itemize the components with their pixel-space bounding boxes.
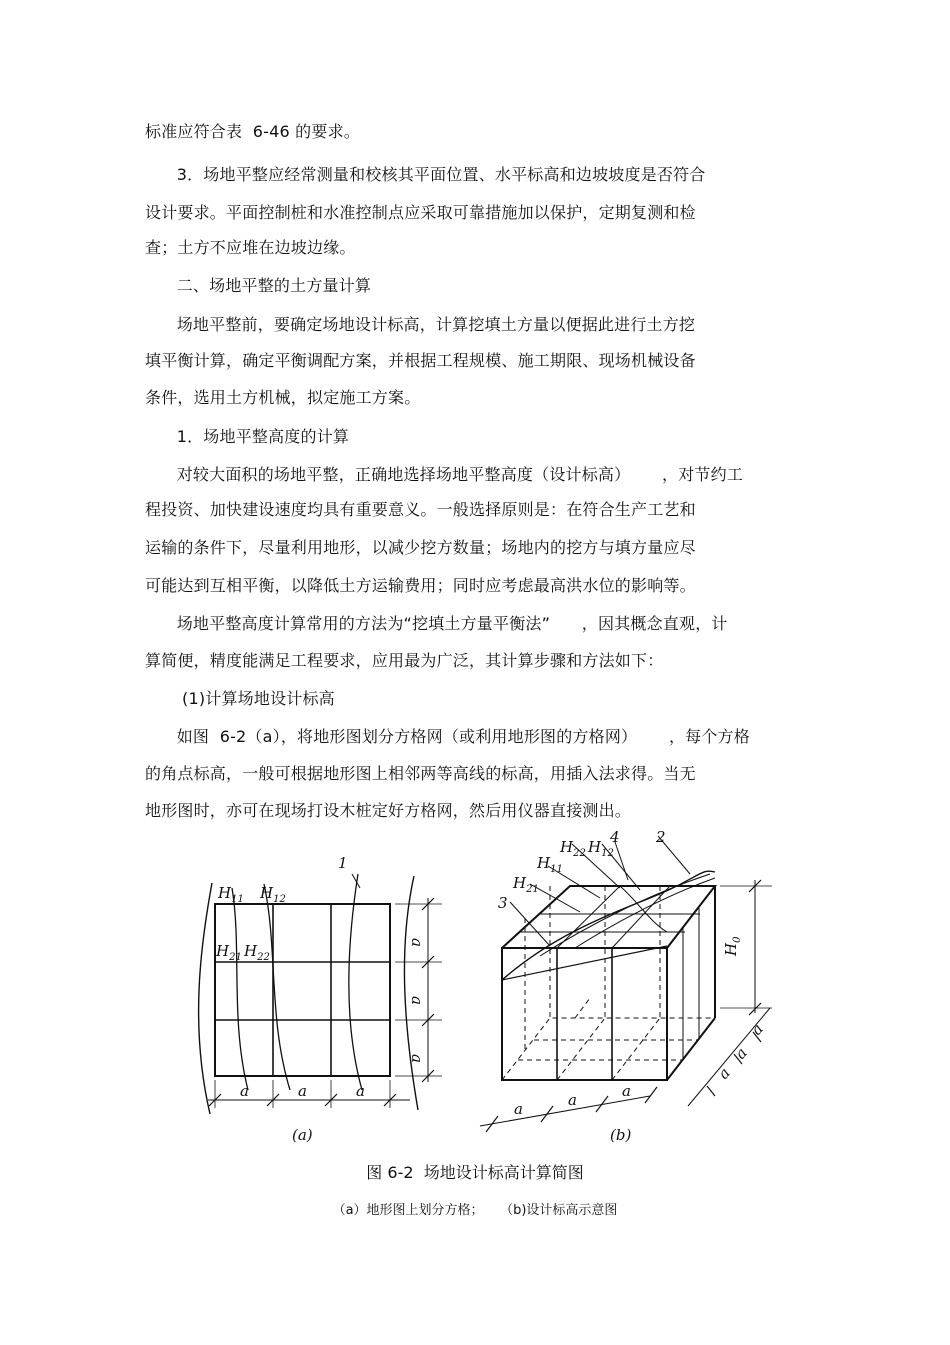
text-line: 场地平整高度计算常用的方法为“挖填土方量平衡法” ，因其概念直观，计 — [145, 614, 728, 633]
label-a-dim-a: a — [356, 1082, 365, 1100]
label-b-dim-a: a — [514, 1100, 523, 1118]
label-a-1: 1 — [338, 854, 348, 872]
figure-caption: 图 6-2 场地设计标高计算简图 — [366, 1163, 584, 1182]
label-b-dim-a: a — [747, 1020, 767, 1039]
label-a-dim-a: a — [240, 1082, 249, 1100]
label-b-3: 3 — [498, 894, 508, 912]
figure-subcaption: （a）地形图上划分方格； （b)设计标高示意图 — [332, 1203, 618, 1218]
text-line: 对较大面积的场地平整，正确地选择场地平整高度（设计标高） ，对节约工 — [145, 465, 744, 484]
label-b-h22: $H_{22}$ — [560, 838, 586, 859]
label-b-dim-a: a — [714, 1064, 734, 1083]
text-line: 程投资、加快建设速度均具有重要意义。一般选择原则是：在符合生产工艺和 — [145, 500, 696, 519]
text-line: 如图 6-2（a），将地形图划分方格网（或利用地形图的方格网） ，每个方格 — [145, 727, 750, 746]
label-b-2: 2 — [656, 828, 666, 846]
text-line: 填平衡计算，确定平衡调配方案，并根据工程规模、施工期限、现场机械设备 — [145, 351, 696, 370]
subsection-heading: 1．场地平整高度的计算 — [145, 427, 350, 446]
label-b-h0: $H_0$ — [722, 936, 743, 956]
label-a-dim-a: a — [408, 996, 426, 1005]
text-line: 运输的条件下，尽量利用地形，以减少挖方数量；场地内的挖方与填方量应尽 — [145, 538, 696, 557]
label-a-dim-a: a — [298, 1082, 307, 1100]
figure-6-2 — [180, 828, 780, 1148]
label-a-subfigure: (a) — [292, 1126, 313, 1144]
text-line: 设计要求。平面控制桩和水准控制点应采取可靠措施加以保护，定期复测和检 — [145, 203, 696, 222]
text-line: 地形图时，亦可在现场打设木桩定好方格网，然后用仪器直接测出。 — [145, 801, 632, 820]
text-line: 的角点标高，一般可根据地形图上相邻两等高线的标高，用插入法求得。当无 — [145, 764, 696, 783]
label-a-h12: $H_{12}$ — [260, 884, 286, 905]
label-a-h22: $H_{22}$ — [244, 942, 270, 963]
text-line: 3．场地平整应经常测量和校核其平面位置、水平标高和边坡坡度是否符合 — [145, 165, 706, 184]
text-line: 标准应符合表 6-46 的要求。 — [145, 122, 360, 141]
text-line: 场地平整前，要确定场地设计标高，计算挖填土方量以便据此进行土方挖 — [145, 315, 696, 334]
label-b-dim-a: a — [731, 1044, 751, 1063]
text-line: 可能达到互相平衡，以降低土方运输费用；同时应考虑最高洪水位的影响等。 — [145, 576, 696, 595]
text-line: 查；土方不应堆在边坡边缘。 — [145, 238, 356, 257]
section-heading: 二、场地平整的土方量计算 — [145, 276, 372, 295]
label-b-subfigure: (b) — [610, 1126, 632, 1144]
label-b-dim-a: a — [622, 1082, 631, 1100]
label-b-dim-a: a — [568, 1091, 577, 1109]
label-b-h11: $H_{11}$ — [537, 854, 563, 875]
label-b-h21: $H_{21}$ — [513, 874, 539, 895]
text-line: 算简便，精度能满足工程要求，应用最为广泛，其计算步骤和方法如下： — [145, 651, 664, 670]
figure-drawing — [180, 828, 780, 1148]
label-a-h11: $H_{11}$ — [218, 884, 244, 905]
label-a-dim-a: a — [408, 1054, 426, 1063]
step-heading: (1)计算场地设计标高 — [145, 689, 335, 708]
label-b-4: 4 — [610, 828, 620, 846]
label-b-h12: $H_{12}$ — [588, 838, 614, 859]
label-a-dim-a: a — [408, 938, 426, 947]
label-a-h21: $H_{21}$ — [216, 942, 242, 963]
figure-a-grid — [199, 874, 442, 1114]
text-line: 条件，选用土方机械，拟定施工方案。 — [145, 388, 421, 407]
